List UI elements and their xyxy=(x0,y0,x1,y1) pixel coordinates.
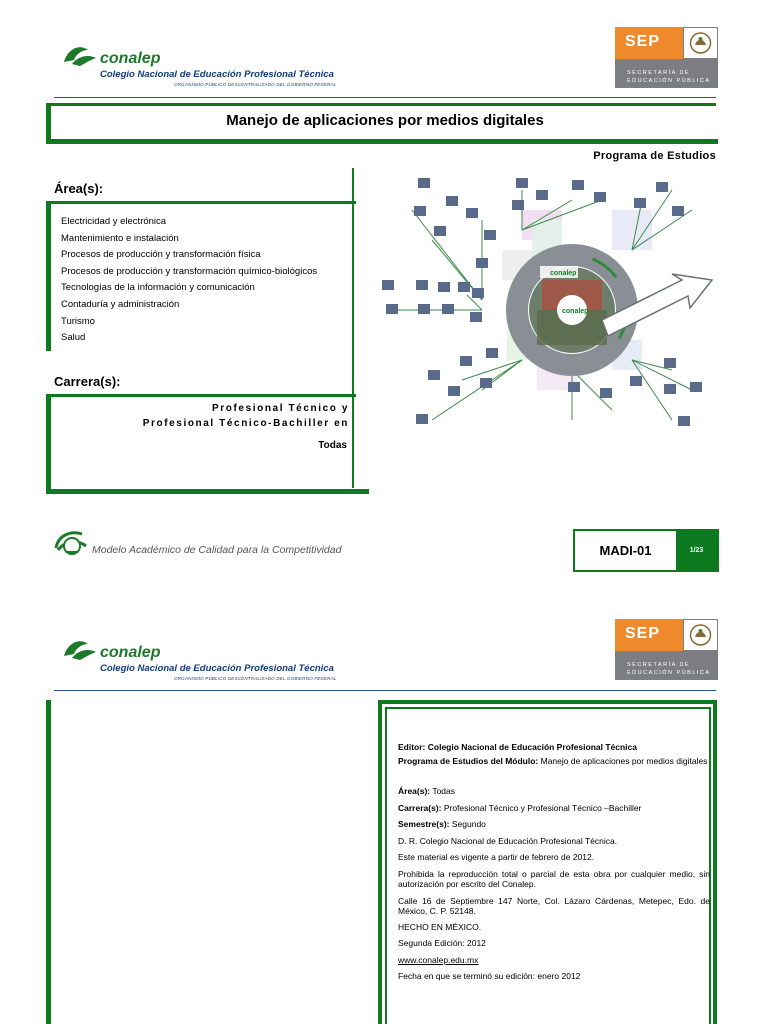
page-number: 1/23 xyxy=(676,531,717,570)
careers-left-bar xyxy=(46,394,51,494)
sep-line-1: SECRETARÍA DE xyxy=(627,70,691,76)
careers-line-3: Todas xyxy=(318,440,347,451)
validity-line: Este material es vigente a partir de febrero de 2012. xyxy=(398,852,595,862)
sep-line-2: EDUCACIÓN PÚBLICA xyxy=(627,670,711,676)
edition-line: Segunda Edición: 2012 xyxy=(398,938,486,948)
careers-heading: Carrera(s): xyxy=(54,374,121,389)
list-item: Electricidad y electrónica xyxy=(61,216,167,227)
list-item: Salud xyxy=(61,332,86,344)
careers-line-1: Profesional Técnico y xyxy=(212,403,349,414)
credits-frame-top xyxy=(378,700,717,704)
mexico-seal-icon xyxy=(683,27,718,59)
conalep-logo xyxy=(62,634,362,684)
sep-label: SEP xyxy=(625,33,661,50)
list-item: Tecnologías de la información y comunicación xyxy=(61,282,255,294)
career-label: Carrera(s): xyxy=(398,802,442,813)
list-item: Turismo xyxy=(61,315,95,327)
credits-frame-left xyxy=(378,700,382,1024)
semester-label: Semestre(s): xyxy=(398,819,450,829)
areas-left-bar xyxy=(46,201,51,351)
title-bottom-rule xyxy=(46,139,718,144)
college-name: Colegio Nacional de Educación Profesional Técnica xyxy=(100,69,334,80)
organism-label: ORGANISMO PÚBLICO DESCENTRALIZADO DEL GOBIERNO FEDERAL xyxy=(174,676,337,681)
college-name: Colegio Nacional de Educación Profesional Técnica xyxy=(100,663,334,674)
credits-frame-inner-top xyxy=(385,707,711,709)
organism-label: ORGANISMO PÚBLICO DESCENTRALIZADO DEL GOBIERNO FEDERAL xyxy=(174,82,337,87)
semester-value: Segundo xyxy=(449,819,486,829)
career-value: Profesional Técnico y Profesional Técnico –Bachiller xyxy=(441,802,642,813)
program-label: Programa de Estudios del Módulo: xyxy=(398,755,539,766)
prohibition-line: Prohibida la reproducción total o parcial de esta obra por cualquier medio, sin autorización por escrito del Conalep. xyxy=(398,868,710,889)
list-item: Procesos de producción y transformación químico-biológicos xyxy=(61,265,318,277)
conalep-leaf-icon xyxy=(62,42,98,68)
title-left-bar xyxy=(46,103,51,144)
title-top-rule xyxy=(46,103,716,106)
credits-block xyxy=(398,742,710,982)
area-label: Área(s): xyxy=(398,786,431,796)
made-in-line: HECHO EN MÉXICO. xyxy=(398,921,482,932)
editor-line: Editor: Colegio Nacional de Educación Profesional Técnica xyxy=(398,742,637,752)
model-tagline: Modelo Académico de Calidad para la Competitividad xyxy=(92,544,342,556)
careers-line-2: Profesional Técnico-Bachiller en xyxy=(142,418,349,429)
conalep-wordmark: conalep xyxy=(100,644,161,661)
module-code: MADI-01 xyxy=(575,531,676,570)
rights-line: D. R. Colegio Nacional de Educación Profesional Técnica. xyxy=(398,835,618,846)
header-divider xyxy=(54,97,716,98)
sep-line-1: SECRETARÍA DE xyxy=(627,662,691,668)
credits-frame-inner-left xyxy=(385,707,387,1024)
list-item: Contaduría y administración xyxy=(61,298,180,310)
finished-line: Fecha en que se terminó su edición: enero 2012 xyxy=(398,971,581,981)
program-value: Manejo de aplicaciones por medios digitales xyxy=(538,755,708,766)
content-bottom-rule xyxy=(46,489,369,494)
sep-logo xyxy=(615,619,718,680)
sep-label: SEP xyxy=(625,625,661,642)
mexico-seal-icon xyxy=(683,619,718,651)
module-title: Manejo de aplicaciones por medios digitales xyxy=(226,112,544,129)
header-divider xyxy=(54,690,716,691)
areas-rule xyxy=(46,201,356,204)
conalep-leaf-icon xyxy=(62,636,98,662)
diagram-brand-top: conalep xyxy=(550,270,577,277)
website-link[interactable]: www.conalep.edu.mx xyxy=(398,954,479,965)
program-subtitle: Programa de Estudios xyxy=(593,150,716,162)
conalep-wordmark: conalep xyxy=(100,50,161,67)
areas-heading: Área(s): xyxy=(54,181,104,196)
careers-map-illustration xyxy=(372,170,720,440)
area-value: Todas xyxy=(430,786,456,796)
diagram-brand-center: conalep xyxy=(562,308,589,315)
careers-rule xyxy=(46,394,356,397)
sep-line-2: EDUCACIÓN PÚBLICA xyxy=(627,78,711,84)
areas-list xyxy=(61,214,317,347)
conalep-logo xyxy=(62,40,362,90)
list-item: Mantenimiento e instalación xyxy=(61,232,179,244)
list-item: Procesos de producción y transformación física xyxy=(61,249,261,261)
address-line: Calle 16 de Septiembre 147 Norte, Col. Lázaro Cárdenas, Metepec, Edo. de México, C. P. 52148. xyxy=(398,895,710,916)
left-page-bar xyxy=(46,700,51,1024)
sep-logo xyxy=(615,27,718,88)
content-right-bar xyxy=(352,168,354,488)
credits-frame-right xyxy=(713,700,717,1024)
